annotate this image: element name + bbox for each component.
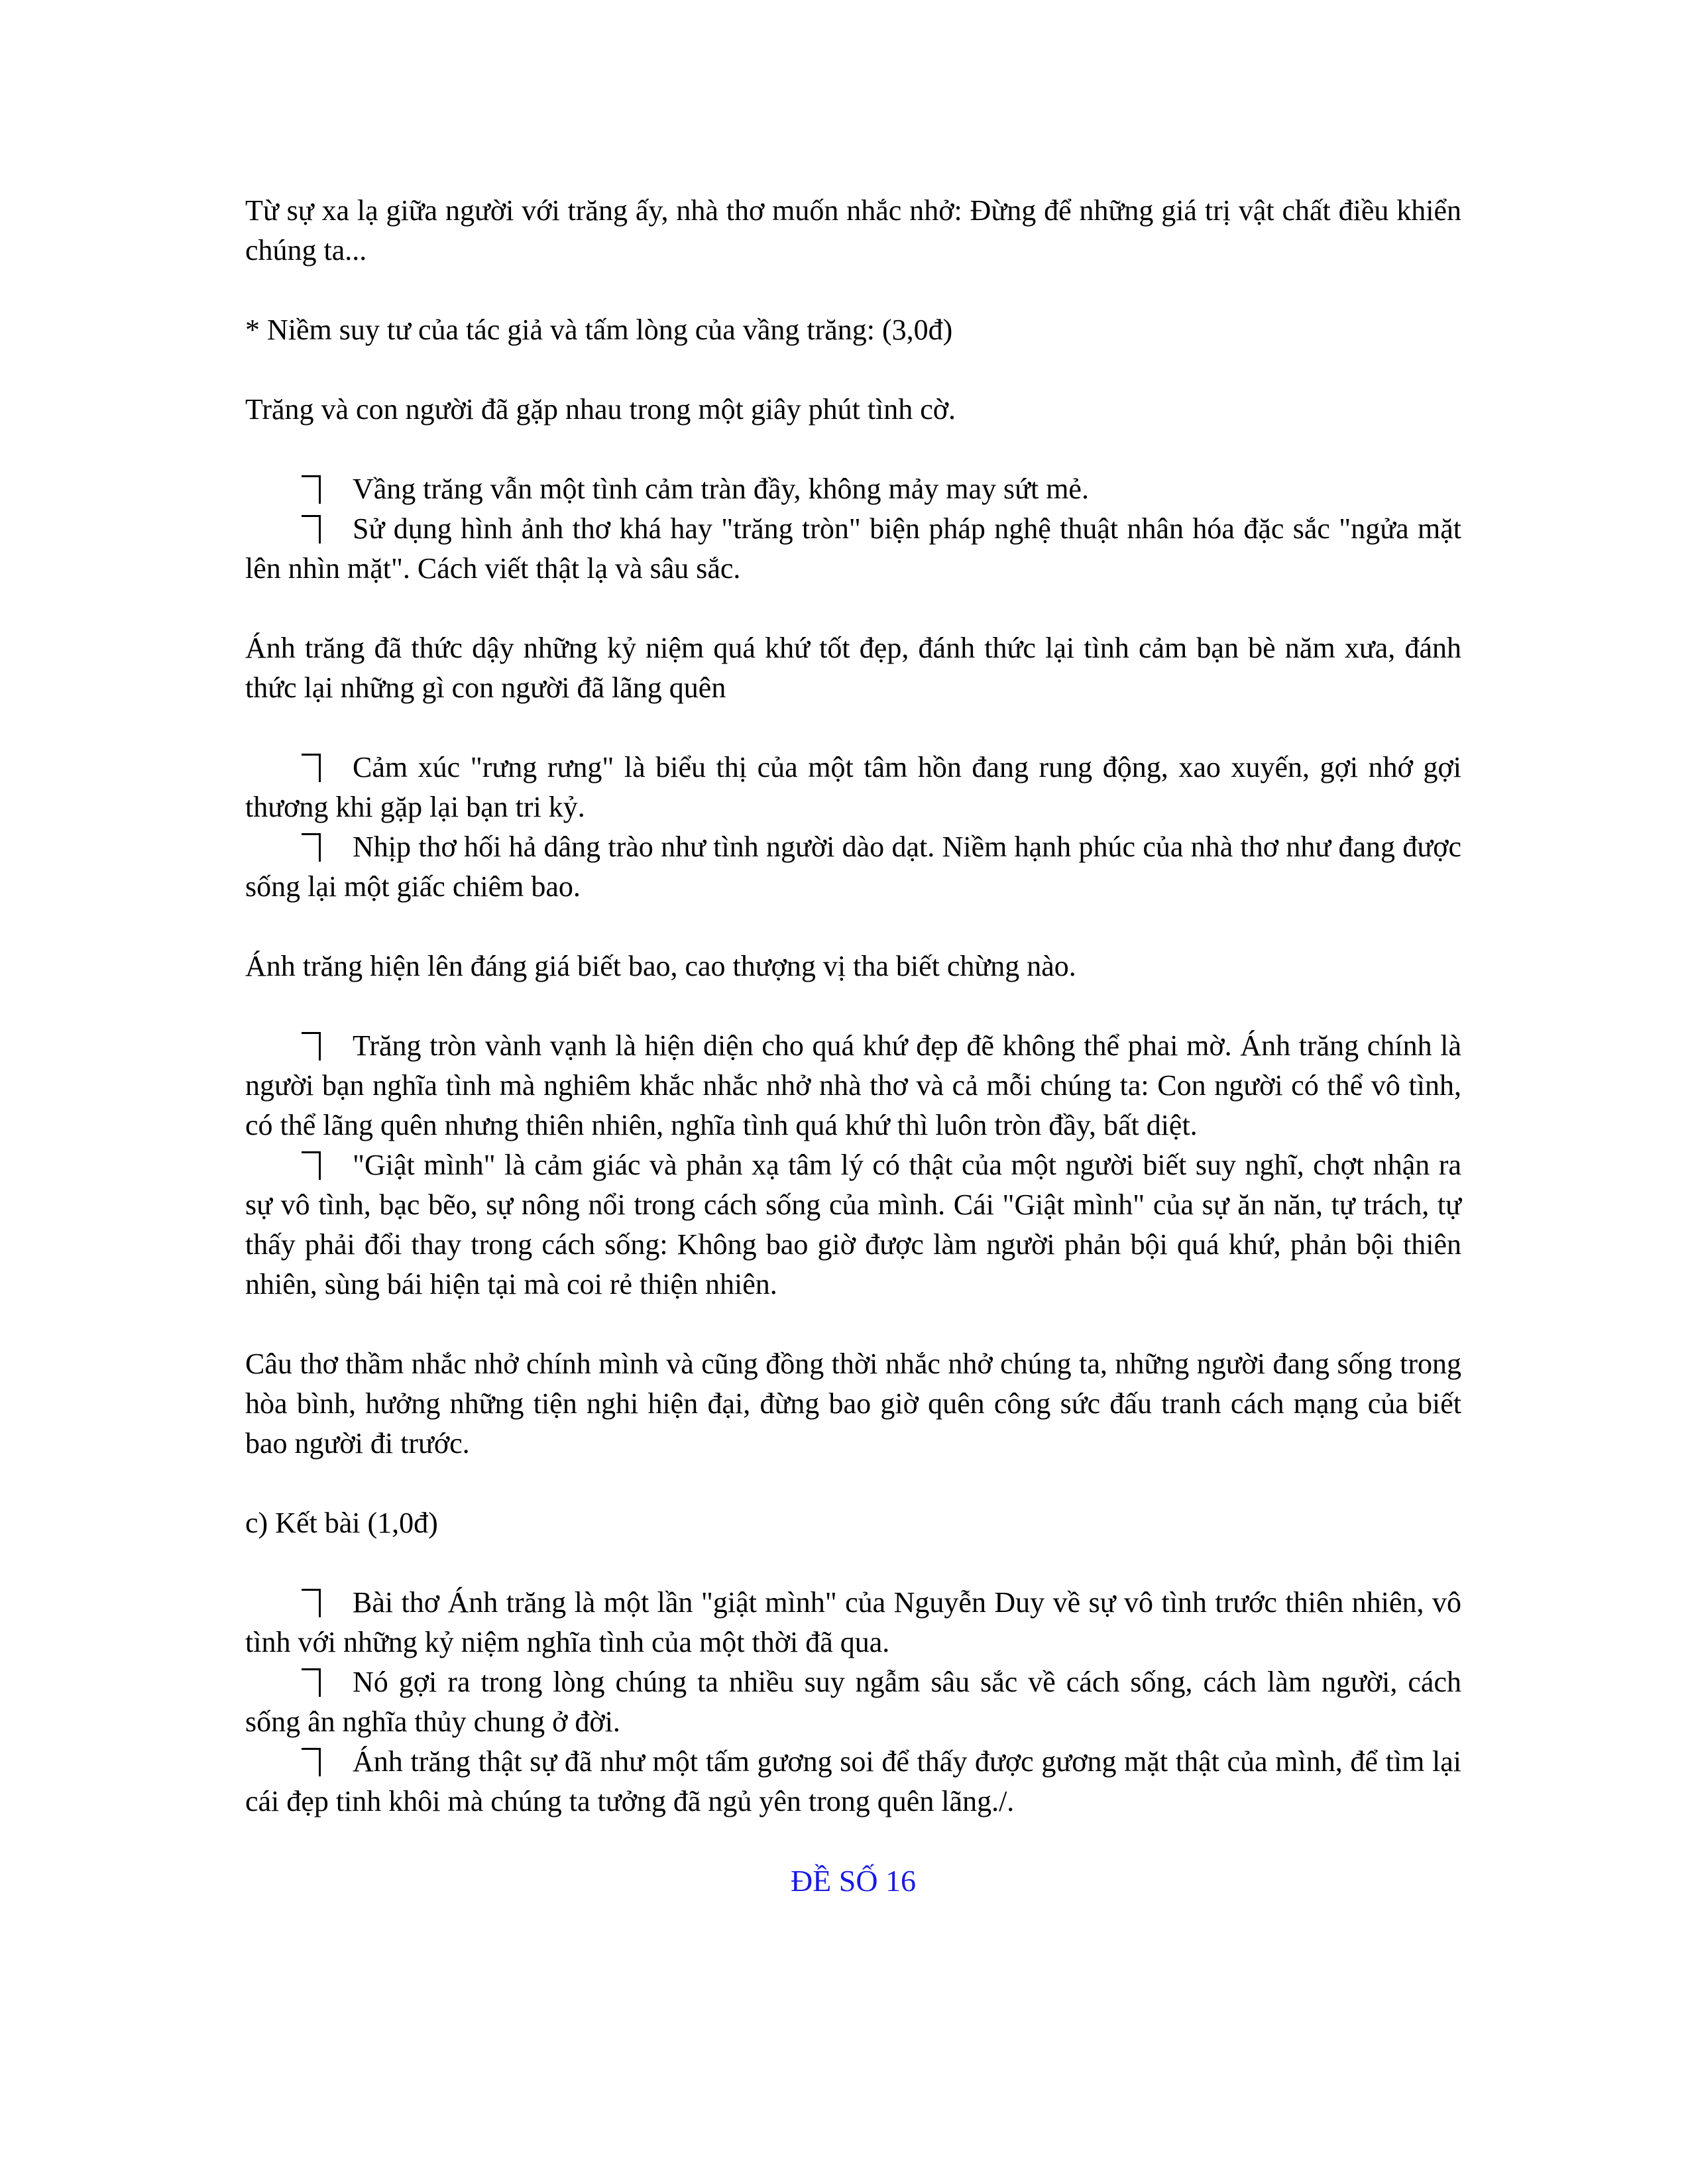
list-item — [245, 1662, 1461, 1742]
paragraph: Từ sự xa lạ giữa người với trăng ấy, nhà thơ muốn nhắc nhở: Đừng để những giá trị vật chất điều khiển chúng ta... — [245, 194, 1461, 266]
bullet-list — [245, 748, 1461, 907]
list-item-text: Sử dụng hình ảnh thơ khá hay "trăng tròn" biện pháp nghệ thuật nhân hóa đặc sắc "ngửa mặt lên nhìn mặt". Cách viết thật lạ và sâu sắc. — [245, 512, 1461, 585]
paragraph: Câu thơ thầm nhắc nhở chính mình và cũng đồng thời nhắc nhở chúng ta, những người đang sống trong hòa bình, hưởng những tiện nghi hiện đại, đừng bao giờ quên công sức đấu tranh cách mạng của biết bao người đi trước. — [245, 1348, 1461, 1460]
list-bullet-icon — [302, 1668, 321, 1697]
paragraph: Trăng và con người đã gặp nhau trong một giây phút tình cờ. — [245, 393, 956, 426]
list-item — [245, 1026, 1461, 1145]
paragraph: c) Kết bài (1,0đ) — [245, 1507, 438, 1539]
paragraph: Ánh trăng hiện lên đáng giá biết bao, cao thượng vị tha biết chừng nào. — [245, 950, 1076, 982]
section-heading: ĐỀ SỐ 16 — [790, 1864, 917, 1898]
list-bullet-icon — [302, 833, 321, 862]
list-bullet-icon — [302, 754, 321, 782]
list-item-text: Nó gợi ra trong lòng chúng ta nhiều suy ngẫm sâu sắc về cách sống, cách làm người, cách sống ân nghĩa thủy chung ở đời. — [245, 1666, 1461, 1738]
list-item-text: Nhịp thơ hối hả dâng trào như tình người dào dạt. Niềm hạnh phúc của nhà thơ như đang được sống lại một giấc chiêm bao. — [245, 831, 1461, 903]
list-item-text: Bài thơ Ánh trăng là một lần "giật mình" của Nguyễn Duy về sự vô tình trước thiên nhiên, vô tình với những kỷ niệm nghĩa tình của một thời đã qua. — [245, 1586, 1461, 1658]
list-item — [245, 1583, 1461, 1662]
list-bullet-icon — [302, 515, 321, 544]
paragraph: * Niềm suy tư của tác giả và tấm lòng của vầng trăng: (3,0đ) — [245, 314, 953, 346]
list-item — [245, 827, 1461, 907]
list-item-text: "Giật mình" là cảm giác và phản xạ tâm lý có thật của một người biết suy nghĩ, chợt nhận ra sự vô tình, bạc bẽo, sự nông nổi trong cách sống của mình. Cái "Giật mình" của sự ăn năn, tự trách, tự thấy phải đổi thay trong cách sống: Không bao giờ được làm người phản bội quá khứ, phản bội thiên nhiên, sùng bái hiện tại mà coi rẻ thiện nhiên. — [245, 1149, 1461, 1300]
list-item-text: Trăng tròn vành vạnh là hiện diện cho quá khứ đẹp đẽ không thể phai mờ. Ánh trăng chính là người bạn nghĩa tình mà nghiêm khắc nhắc nhở nhà thơ và cả mỗi chúng ta: Con người có thể vô tình, có thể lãng quên nhưng thiên nhiên, nghĩa tình quá khứ thì luôn tròn đầy, bất diệt. — [245, 1029, 1461, 1141]
list-bullet-icon — [302, 1151, 321, 1180]
list-bullet-icon — [302, 1032, 321, 1061]
list-bullet-icon — [302, 475, 321, 504]
paragraph: Ánh trăng đã thức dậy những kỷ niệm quá khứ tốt đẹp, đánh thức lại tình cảm bạn bè năm xưa, đánh thức lại những gì con người đã lãng quên — [245, 632, 1461, 704]
list-item — [245, 1145, 1461, 1304]
list-item — [245, 1742, 1461, 1821]
list-item-text: Ánh trăng thật sự đã như một tấm gương soi để thấy được gương mặt thật của mình, để tìm lại cái đẹp tinh khôi mà chúng ta tưởng đã ngủ yên trong quên lãng./. — [245, 1745, 1461, 1817]
list-item — [245, 469, 1461, 509]
list-bullet-icon — [302, 1589, 321, 1617]
list-item — [245, 748, 1461, 827]
bullet-list — [245, 1026, 1461, 1304]
bullet-list — [245, 1583, 1461, 1821]
list-item-text: Vầng trăng vẫn một tình cảm tràn đầy, không mảy may sứt mẻ. — [353, 473, 1089, 505]
list-bullet-icon — [302, 1748, 321, 1776]
bullet-list — [245, 469, 1461, 589]
list-item — [245, 509, 1461, 589]
list-item-text: Cảm xúc "rưng rưng" là biểu thị của một tâm hồn đang rung động, xao xuyến, gợi nhớ gợi thương khi gặp lại bạn tri kỷ. — [245, 751, 1461, 823]
